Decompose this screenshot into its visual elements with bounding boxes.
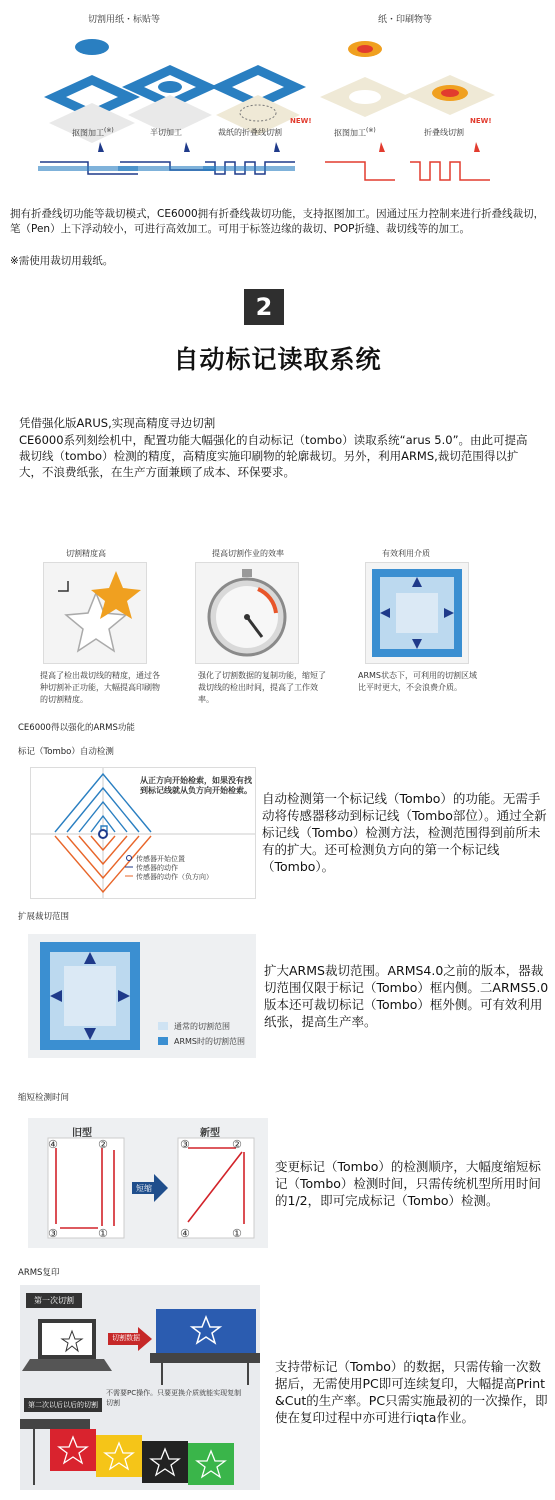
item-label-2: 半切加工 — [150, 128, 182, 137]
feature-box-media — [365, 562, 469, 664]
s1-diagram-text: 从正方向开始检索，如果没有找到标记线就从负方向开始检索。 — [140, 776, 252, 795]
intro-body: CE6000系列刻绘机中，配置功能大幅强化的自动标记（tombo）读取系统“arus 5.0”。由此可提高裁切线（tombo）检测的精度，高精度实施印刷物的轮廓裁切。另外，利用ARMS,裁切范围得以扩大，不浪费纸张，在生产方面兼顾了成本、环保要求。 — [19, 433, 528, 479]
s3-label: 缩短检测时间 — [18, 1093, 70, 1103]
s4-first-cut: 第一次切割 — [26, 1293, 82, 1308]
top-paragraph: 拥有折叠线切功能等裁切模式，CE6000拥有折叠线裁切功能，支持抠图加工。因通过压力控制来进行折叠线裁切，笔（Pen）上下浮动较小，可进行高效加工。可用于标签边缘的裁切、POP折缝、裁切线等的加工。 — [10, 208, 545, 235]
new-badge-1: NEW! — [290, 117, 312, 125]
illustration-print-diecut — [320, 41, 410, 117]
s4-cut-data: 切割数据 — [112, 1334, 140, 1342]
s3-num-old-1: ④ — [48, 1138, 58, 1151]
group-left-title: 切割用纸・标贴等 — [88, 15, 161, 25]
s3-old-label: 旧型 — [72, 1128, 92, 1139]
s3-arrow-label: 短缩 — [136, 1184, 152, 1193]
illustration-halfcut — [122, 65, 218, 135]
illustration-print-fold — [405, 75, 495, 115]
intro-line1: 凭借强化版ARUS,实现高精度寻边切割 — [19, 416, 216, 430]
feature-title-2: 提高切割作业的效率 — [212, 549, 284, 558]
s3-num-new-2: ② — [232, 1138, 242, 1151]
s4-second-cut: 第二次以后以后的切割 — [24, 1398, 102, 1412]
item-label-5: 折叠线切割 — [424, 128, 464, 137]
feature-box-accuracy — [43, 562, 147, 664]
arms-caption: CE6000得以强化的ARMS功能 — [18, 723, 135, 733]
s3-new-label: 新型 — [200, 1128, 220, 1139]
s1-legend-2: 传感器的动作 — [136, 864, 178, 872]
s2-legend-2: ARMS时的切割范围 — [174, 1037, 246, 1046]
cut-line-strips — [0, 140, 555, 190]
feature-title-3: 有效利用介质 — [382, 549, 430, 558]
new-badge-2: NEW! — [470, 117, 492, 125]
s2-label: 扩展裁切范围 — [18, 912, 70, 922]
section-title: 自动标记读取系统 — [173, 345, 382, 374]
s2-legend-1: 通常的切割范围 — [174, 1022, 230, 1031]
s1-legend-1: 传感器开始位置 — [136, 855, 185, 863]
s3-num-old-3: ③ — [48, 1227, 58, 1240]
top-note: ※需使用裁切用载纸。 — [10, 255, 114, 267]
s4-text: 支持带标记（Tombo）的数据，只需传输一次数据后，无需使用PC即可连续复印，大幅提高Print &Cut的生产率。PC只需实施最初的一次操作，即使在复印过程中亦可进行iqta作业。 — [275, 1359, 548, 1425]
s3-text: 变更标记（Tombo）的检测顺序，大幅度缩短标记（Tombo）检测时间，只需传统机型所用时间的1/2，即可完成标记（Tombo）检测。 — [275, 1159, 541, 1208]
feature-desc-3: ARMS状态下，可利用的切割区域比平时更大，不会浪费介质。 — [358, 671, 478, 692]
sensor-start-icon — [99, 830, 107, 838]
s4-label: ARMS复印 — [18, 1268, 60, 1278]
group-right-title: 纸・印刷物等 — [378, 15, 433, 25]
s2-text: 扩大ARMS裁切范围。ARMS4.0之前的版本，器裁切范围仅限于标记（Tombo）框内侧。二ARMS5.0版本还可裁切标记（Tombo）框外侧。可有效利用纸张，提高生产率。 — [264, 963, 549, 1029]
s3-num-new-3: ④ — [180, 1227, 190, 1240]
item-label-4: 抠图加工(※) — [334, 127, 376, 138]
item-label-1: 抠图加工(※) — [72, 127, 114, 138]
s1-text: 自动检测第一个标记线（Tombo）的功能。无需手动将传感器移动到标记线（Tombo部位）。通过全新标记线（Tombo）检测方法，检测范围得到前所未有的扩大。还可检测负方向的第一个标记线（Tombo）。 — [262, 791, 547, 874]
s1-legend-3: 传感器的动作（负方向） — [136, 873, 213, 881]
section-number: 2 — [244, 289, 284, 325]
s3-num-new-4: ① — [232, 1227, 242, 1240]
s3-num-old-4: ① — [98, 1227, 108, 1240]
s3-num-old-2: ② — [98, 1138, 108, 1151]
feature-title-1: 切割精度高 — [66, 549, 106, 558]
feature-desc-2: 强化了切割数据的复制功能，缩短了裁切线的检出时间，提高了工作效率。 — [198, 671, 326, 704]
feature-box-efficiency — [195, 562, 299, 664]
s4-no-pc: 不需要PC操作。只要更换介质就能实现复制切割 — [106, 1389, 242, 1407]
s1-label: 标记（Tombo）自动检测 — [18, 747, 114, 757]
feature-desc-1: 提高了检出裁切线的精度，通过各种切割补正功能，大幅提高印刷物的切割精度。 — [40, 671, 160, 704]
s3-num-new-1: ③ — [180, 1138, 190, 1151]
item-label-3: 裁纸的折叠线切割 — [218, 128, 282, 137]
